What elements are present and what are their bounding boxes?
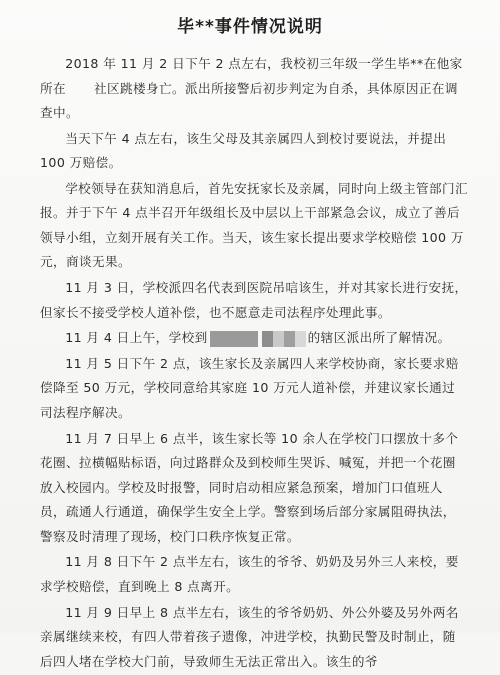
paragraph-5-part-1: 11 月 4 日上午，学校到 (65, 330, 208, 346)
mosaic-redaction (262, 331, 306, 347)
document-title: 毕**事件情况说明 (177, 17, 323, 37)
paragraph-6: 11 月 5 日下午 2 点，该生家长及亲属四人来学校协商，家长要求赔偿降至 50 万元，学校同意给其家庭 10 万元人道补偿，并建议家长通过司法程序解决。 (40, 355, 459, 420)
paragraph-1-part-1: 2018 年 11 月 2 日下午 2 点左右，我校初三年级一学生毕**在他家所在 (40, 56, 463, 96)
paragraph-2: 当天下午 4 点左右，该生父母及其亲属四人到校讨要说法，并提出 100 万赔偿。 (40, 130, 447, 171)
document-body (40, 52, 468, 675)
paragraph-8: 11 月 8 日下午 2 点半左右，该生的爷爷、奶奶及另外三人来校，要求学校赔偿，直到晚上 8 点离开。 (40, 554, 459, 594)
paragraph-1-part-2: 社区跳楼身亡。派出所接警后初步判定为自杀，具体原因正在调查中。 (40, 80, 458, 120)
paragraph-5-part-2: 的辖区派出所了解情况。 (307, 330, 451, 346)
paragraph-4: 11 月 3 日，学校派四名代表到医院吊唁该生，并对其家长进行安抚，但家长不接受学校人道补偿，也不愿意走司法程序处理此事。 (40, 280, 468, 320)
paragraph-3: 学校领导在获知消息后，首先安抚家长及亲属，同时向上级主管部门汇报。并于下午 4 点半召开年级组长及中层以上干部紧急会议，成立了善后领导小组，立刻开展有关工作。当天，该生家长提出要求学校赔偿 100 万元，商谈无果。 (40, 180, 468, 270)
paragraph-5 (40, 326, 468, 351)
redaction-block (210, 331, 258, 347)
paragraph-9: 11 月 9 日早上 8 点半左右，该生的爷爷奶奶、外公外婆及另外两名亲属继续来校，有四人带着孩子遗像，冲进学校，执勤民警及时制止，随后四人堵在学校大门前，导致师生无法正常出入。该生的爷 (40, 604, 459, 669)
paragraph-1 (40, 52, 468, 126)
paragraph-7: 11 月 7 日早上 6 点半，该生家长等 10 余人在学校门口摆放十多个花圈、拉横幅贴标语，向过路群众及到校师生哭诉、喊冤，并把一个花圈放入校园内。学校及时报警，同时启动相应紧急预案，增加门口值班人员，疏通人行通道，确保学生安全上学。警察到场后部分家属阻碍执法，警察及时清理了现场，校门口秩序恢复正常。 (40, 430, 459, 544)
